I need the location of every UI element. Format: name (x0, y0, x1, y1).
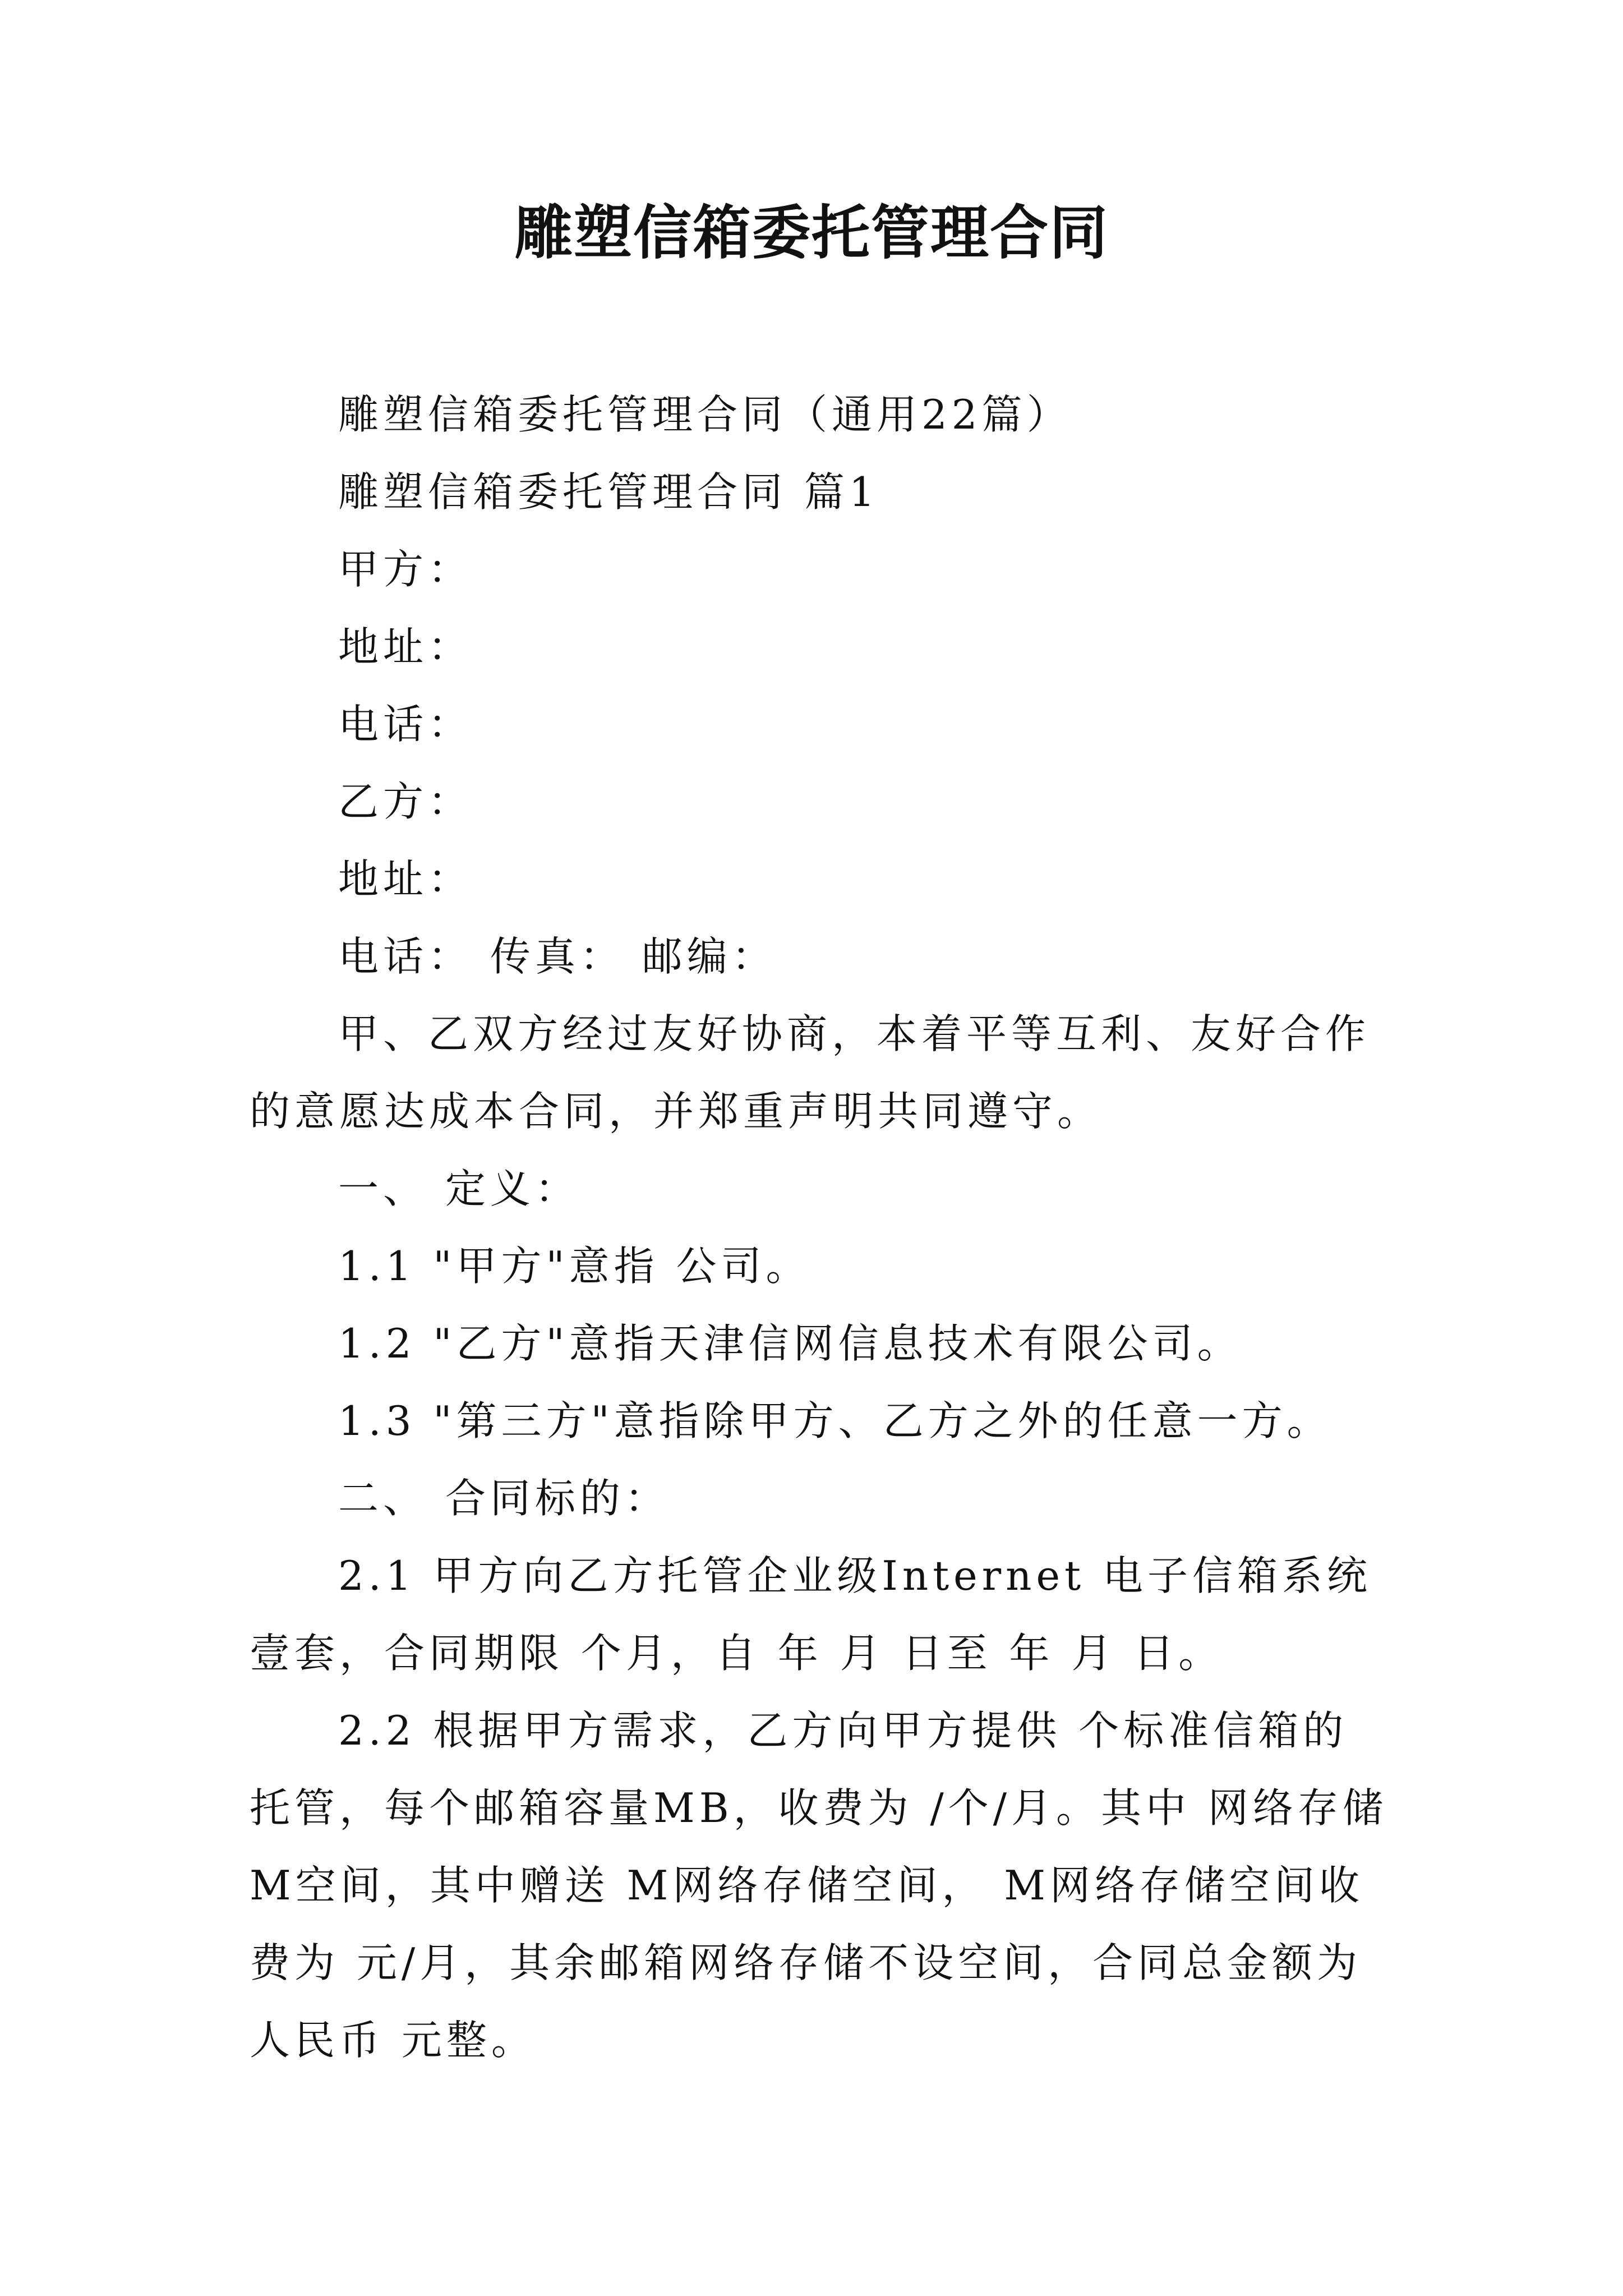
paragraph-definition-1-3: 1.3 "第三方"意指除甲方、乙方之外的任意一方。 (338, 1397, 1332, 1444)
document-title: 雕塑信箱委托管理合同 (514, 199, 1109, 267)
paragraph-section-heading: 雕塑信箱委托管理合同 篇1 (338, 468, 879, 516)
paragraph-subtitle: 雕塑信箱委托管理合同（通用22篇） (338, 391, 1072, 438)
paragraph-party-b-contact: 电话： 传真： 邮编： (338, 933, 777, 980)
paragraph-definitions-heading: 一、 定义： (338, 1165, 580, 1212)
paragraph-definition-1-1: 1.1 "甲方"意指 公司。 (338, 1243, 811, 1290)
document-body (250, 376, 1388, 2079)
paragraph-party-a-address: 地址： (338, 623, 473, 670)
paragraph-party-a: 甲方： (338, 546, 473, 593)
paragraph-preamble: 甲、乙双方经过友好协商，本着平等互利、友好合作的意愿达成本合同，并郑重声明共同遵守。 (250, 1010, 1371, 1135)
paragraph-clause-2-2: 2.2 根据甲方需求，乙方向甲方提供 个标准信箱的托管，每个邮箱容量MB，收费为 /个/月。其中 网络存储M空间，其中赠送 M网络存储空间， M网络存储空间收费为 元/月，其余邮箱网络存储不设空间，合同总金额为人民币 元整。 (250, 1707, 1387, 2064)
paragraph-party-b-address: 地址： (338, 855, 473, 903)
paragraph-subject-heading: 二、 合同标的： (338, 1475, 670, 1522)
paragraph-definition-1-2: 1.2 "乙方"意指天津信网信息技术有限公司。 (338, 1320, 1242, 1367)
paragraph-party-a-phone: 电话： (338, 701, 473, 748)
paragraph-party-b: 乙方： (338, 778, 473, 825)
paragraph-clause-2-1: 2.1 甲方向乙方托管企业级Internet 电子信箱系统壹套，合同期限 个月，自 年 月 日至 年 月 日。 (250, 1552, 1372, 1677)
